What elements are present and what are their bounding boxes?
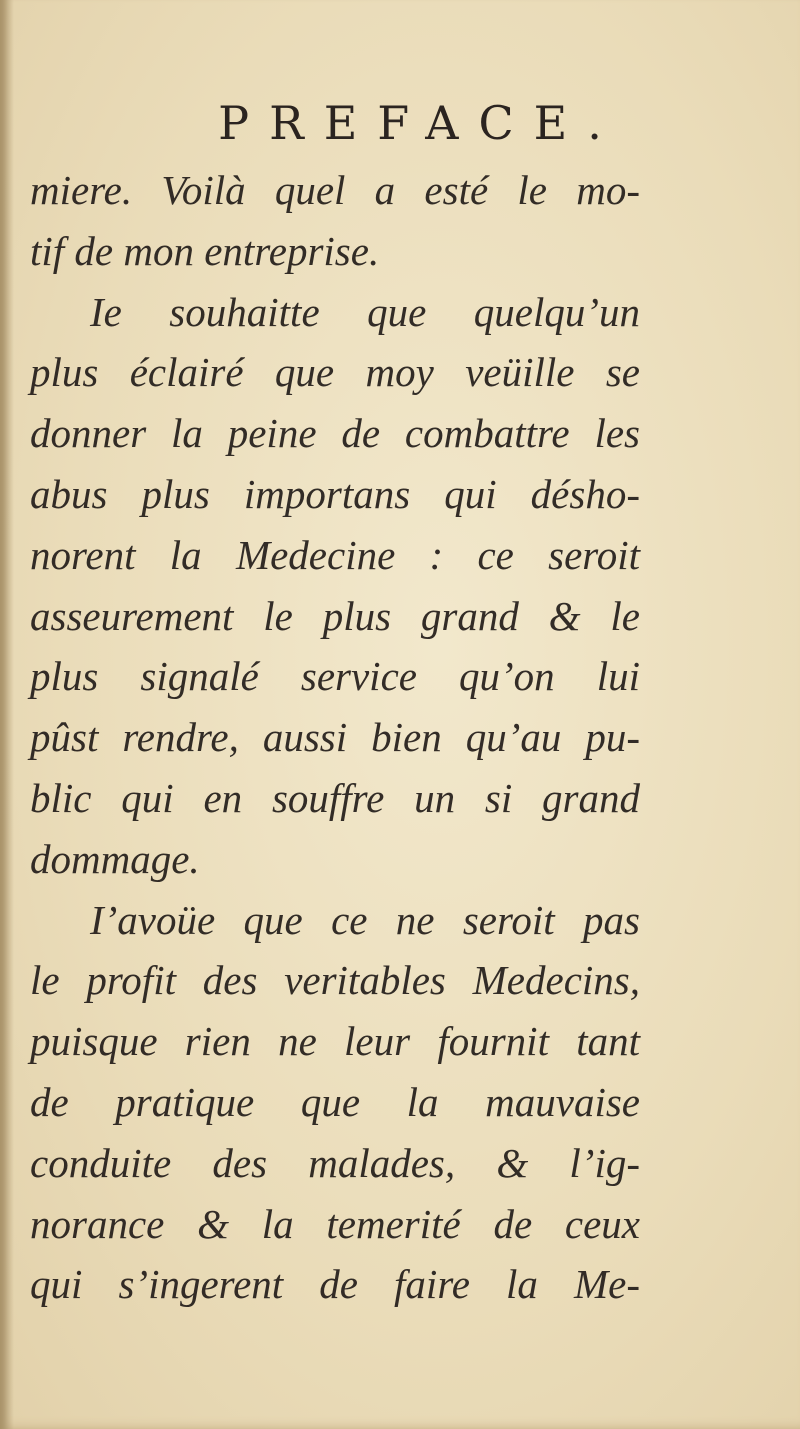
running-header: PREFACE. [218,96,622,150]
text-line: conduite des malades, & l’ig- [30,1139,640,1186]
text-line: dommage. [30,835,200,882]
text-line: abus plus importans qui désho- [30,470,640,517]
text-line: puisque rien ne leur fournit tant [30,1018,640,1065]
text-line: I’avoüe que ce ne seroit pas [90,896,640,943]
text-line: asseurement le plus grand & le [30,592,640,639]
body-text [30,160,640,1315]
text-line: blic qui en souffre un si grand [30,774,640,821]
text-line: Ie souhaitte que quelqu’un [90,288,640,335]
text-line: le profit des veritables Medecins, [30,957,640,1004]
paragraph-2 [30,282,640,890]
text-line: de pratique que la mauvaise [30,1078,640,1125]
text-line: donner la peine de combattre les [30,410,640,457]
text-line: plus signalé service qu’on lui [30,653,640,700]
paragraph-3 [30,890,640,1316]
text-line: pûst rendre, aussi bien qu’au pu- [30,714,640,761]
text-line: miere. Voilà quel a esté le mo- [30,167,640,213]
text-line: plus éclairé que moy veüille se [30,349,640,396]
paragraph-1 [30,160,640,282]
text-line: qui s’ingerent de faire la Me- [30,1261,640,1308]
text-line: norent la Medecine : ce seroit [30,531,640,578]
text-line: tif de mon entreprise. [30,227,380,274]
text-line: norance & la temerité de ceux [30,1200,640,1247]
